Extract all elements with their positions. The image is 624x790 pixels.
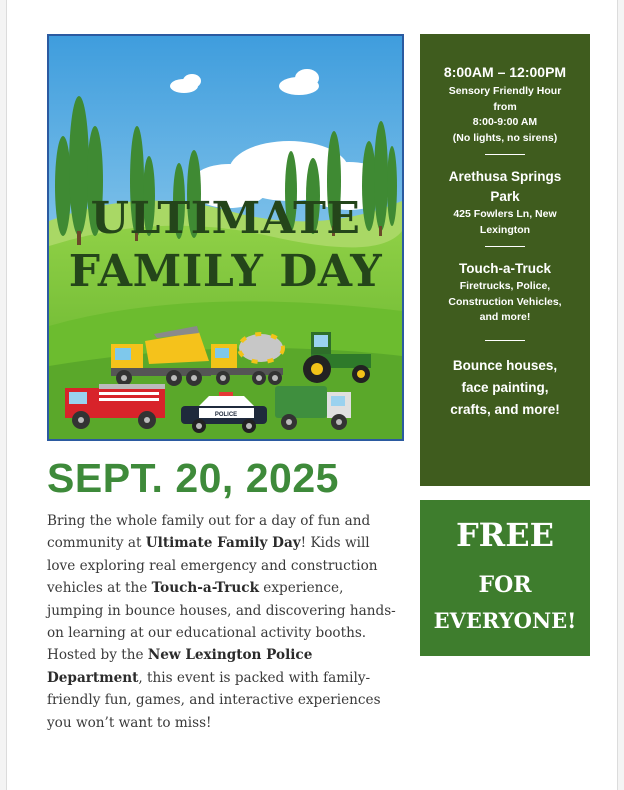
touch-a-truck-detail: Firetrucks, Police,	[459, 280, 551, 292]
sensory-line: (No lights, no sirens)	[452, 131, 558, 144]
flyer-page	[6, 0, 618, 790]
divider	[485, 154, 525, 155]
touch-a-truck-detail: Construction Vehicles,	[448, 295, 562, 308]
activities-line: face painting,	[461, 379, 549, 395]
sensory-line: from	[493, 100, 517, 113]
venue-address: Lexington	[479, 223, 531, 236]
activities-line: crafts, and more!	[450, 401, 560, 417]
divider	[485, 340, 525, 341]
description-text: Bring the whole family out for a day of fun and community at	[47, 513, 371, 552]
sensory-line: 8:00-9:00 AM	[472, 116, 538, 128]
venue-name: Park	[490, 189, 520, 204]
touch-a-truck-title: Touch-a-Truck	[458, 261, 551, 276]
hero-title-line-1: ULTIMATE	[90, 193, 361, 244]
description-bold-event-name: Ultimate Family Day	[145, 535, 301, 552]
hero-title-line-2: FAMILY DAY	[68, 246, 383, 297]
free-admission-box	[420, 500, 590, 656]
event-details-panel	[420, 34, 590, 486]
free-line-3: EVERYONE!	[433, 608, 577, 633]
description-bold-host: New Lexington Police Department	[47, 647, 313, 686]
police-lettering: POLICE	[214, 412, 238, 418]
description-text: experience, jumping in bounce houses, and discovering hands-on learning at our educational activity booths. Hosted by the	[47, 580, 396, 664]
activities-line: Bounce houses,	[452, 357, 558, 373]
description-bold-touch-a-truck: Touch-a-Truck	[151, 580, 259, 597]
event-date: SEPT. 20, 2025	[47, 455, 339, 501]
hero-illustration	[47, 34, 404, 441]
event-time: 8:00AM – 12:00PM	[443, 64, 567, 80]
description-text: , this event is packed with family-friendly fun, games, and interactive experiences you won’t want to miss!	[47, 669, 381, 731]
venue-address: 425 Fowlers Ln, New	[453, 208, 557, 220]
free-line-2: FOR	[478, 572, 532, 598]
venue-name: Arethusa Springs	[448, 169, 562, 184]
sensory-line: Sensory Friendly Hour	[448, 85, 562, 97]
description-text: ! Kids will love exploring real emergency and construction vehicles at the	[47, 535, 378, 597]
event-description	[47, 510, 397, 734]
free-line-1: FREE	[455, 516, 555, 554]
divider	[485, 246, 525, 247]
touch-a-truck-detail: and more!	[479, 311, 531, 323]
